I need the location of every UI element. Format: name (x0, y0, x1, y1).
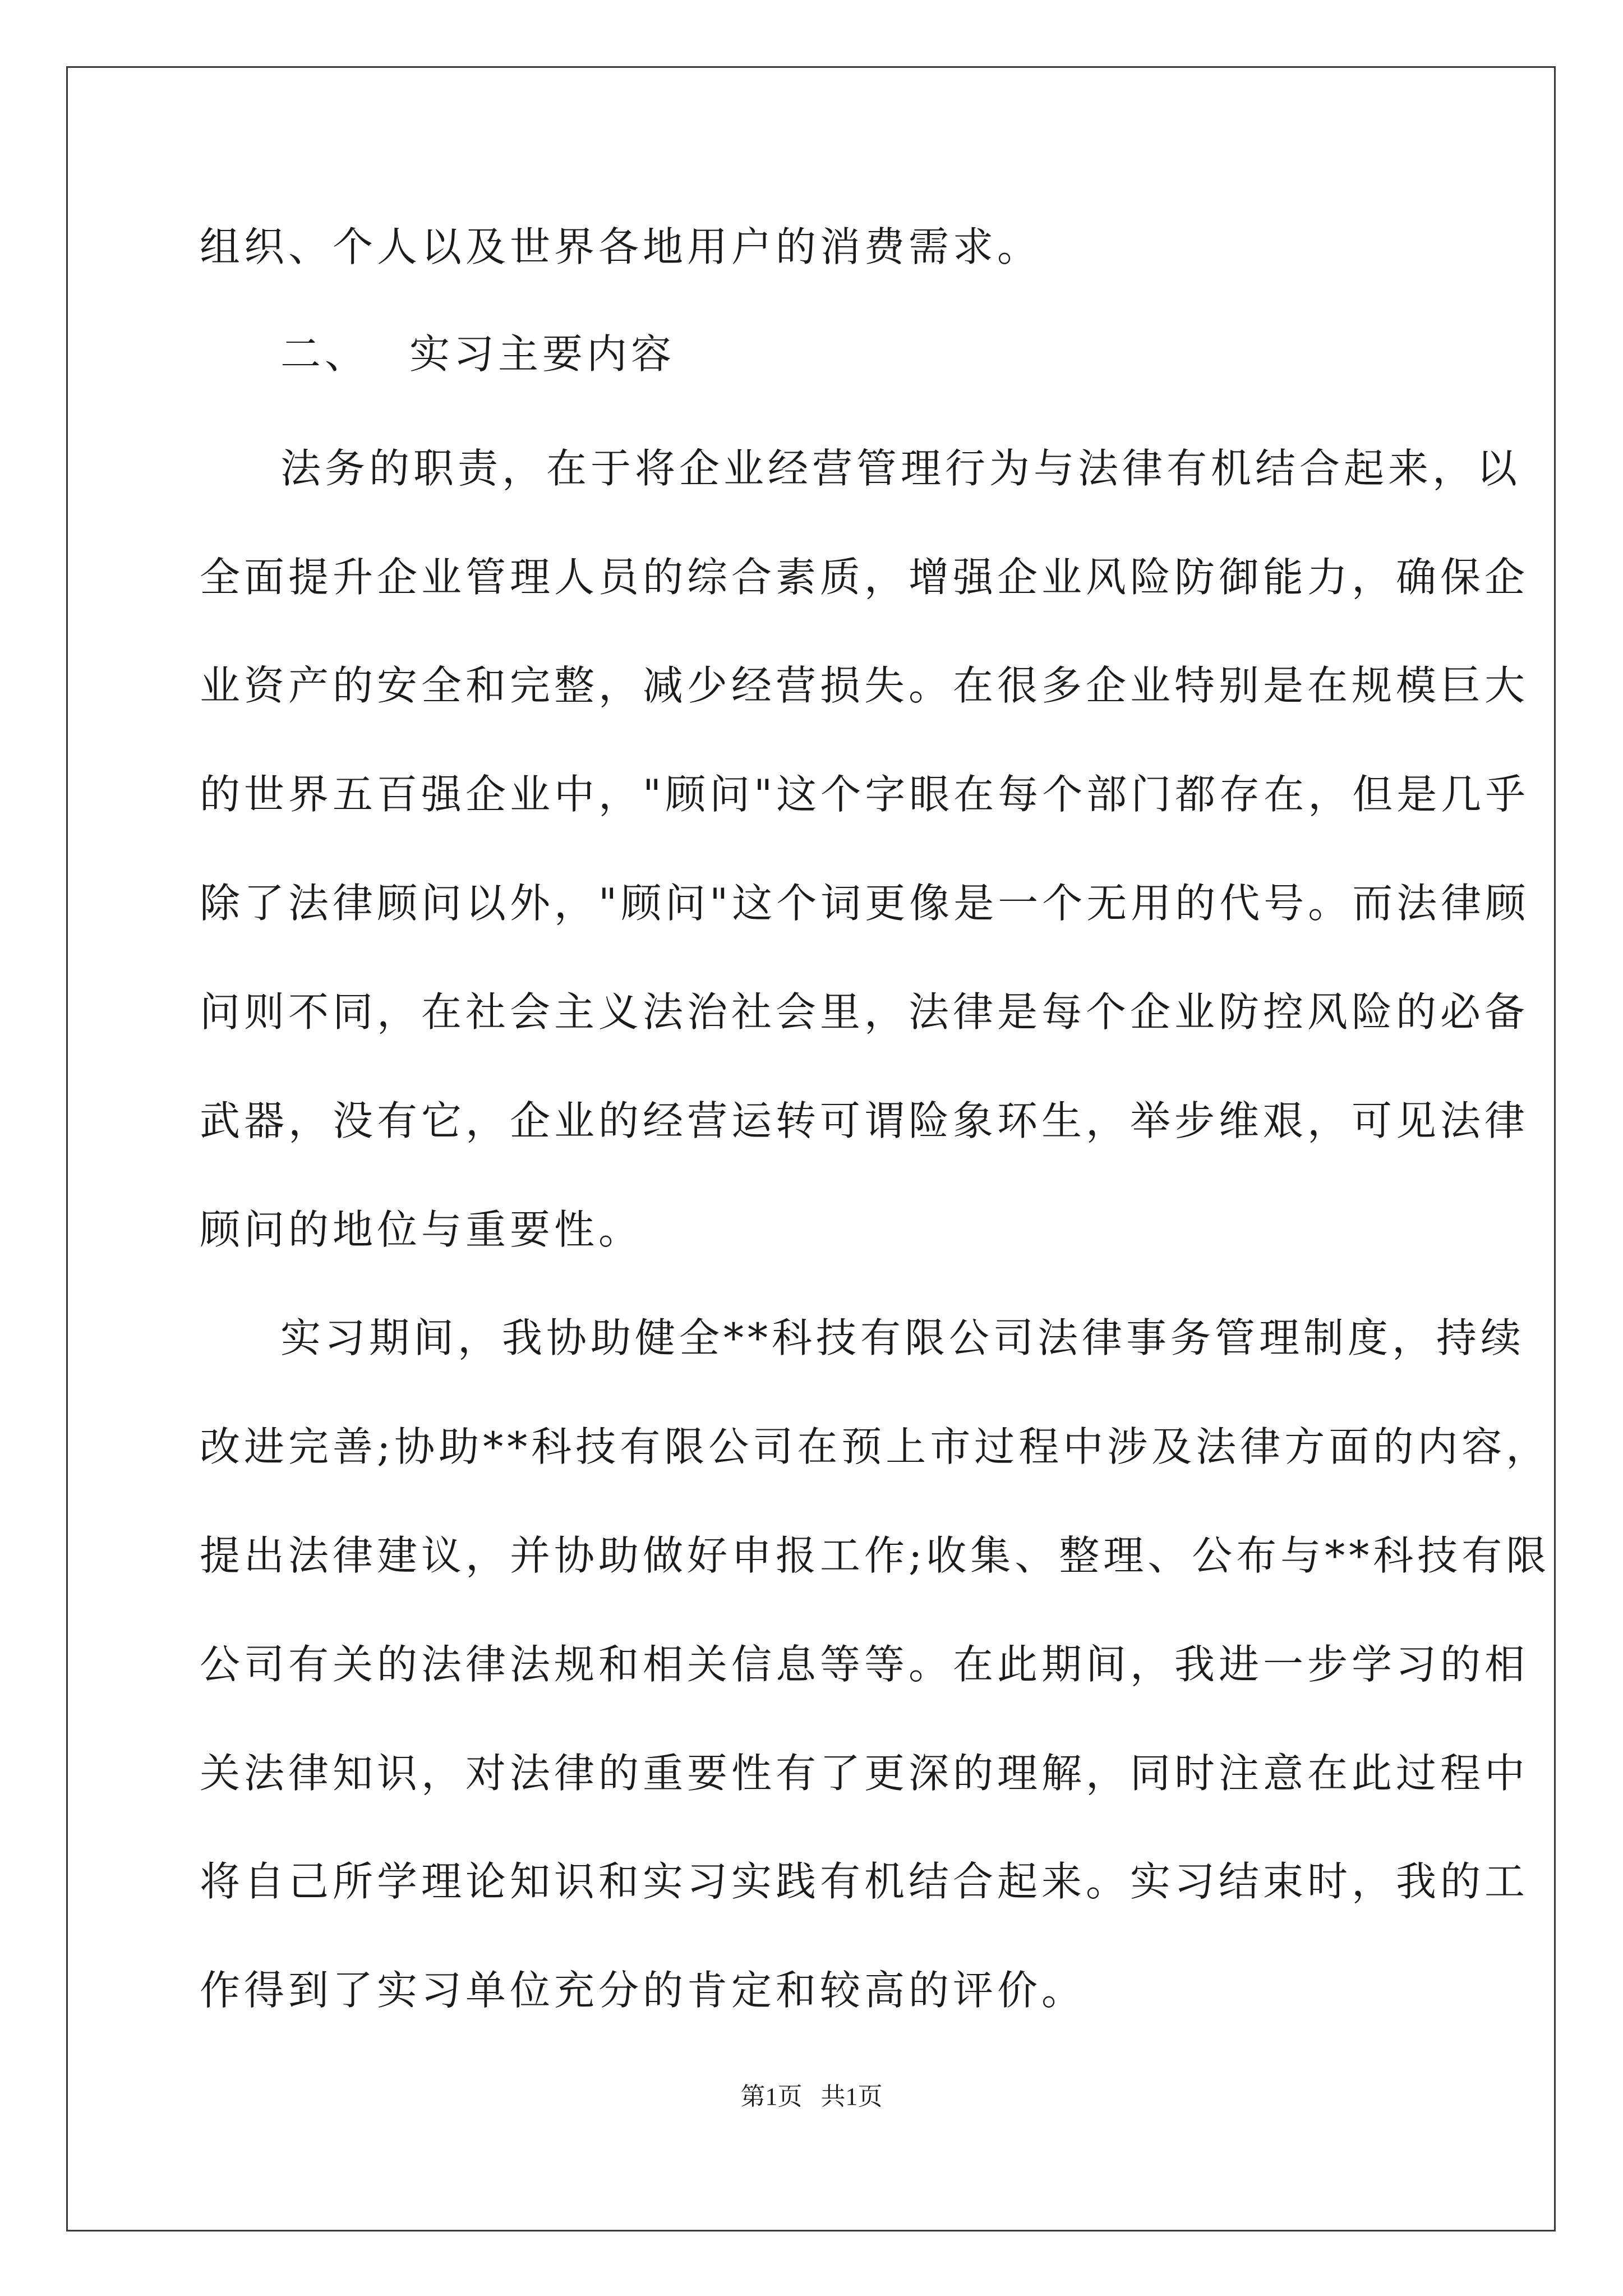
paragraph-line: 提出法律建议，并协助做好申报工作;收集、整理、公布与**科技有限 (200, 1532, 1551, 1579)
paragraph-line: 将自己所学理论知识和实习实践有机结合起来。实习结束时，我的工 (200, 1858, 1529, 1905)
paragraph-line: 的世界五百强企业中，"顾问"这个字眼在每个部门都存在，但是几乎 (200, 771, 1530, 818)
section-heading-title: 实习主要内容 (409, 330, 676, 378)
paragraph-line: 组织、个人以及世界各地用户的消费需求。 (200, 223, 1042, 270)
paragraph-line: 全面提升企业管理人员的综合素质，增强企业风险防御能力，确保企 (200, 554, 1529, 601)
paragraph-line: 改进完善;协助**科技有限公司在预上市过程中涉及法律方面的内容， (200, 1423, 1551, 1470)
paragraph-line: 法务的职责，在于将企业经营管理行为与法律有机结合起来，以 (280, 445, 1521, 492)
section-heading (280, 330, 676, 378)
paragraph-line: 问则不同，在社会主义法治社会里，法律是每个企业防控风险的必备 (200, 988, 1529, 1036)
paragraph-line: 业资产的安全和完整，减少经营损失。在很多企业特别是在规模巨大 (200, 662, 1529, 709)
page-border (66, 66, 1556, 2231)
section-heading-number: 二、 (280, 330, 370, 378)
paragraph-line: 除了法律顾问以外，"顾问"这个词更像是一个无用的代号。而法律顾 (200, 880, 1530, 927)
paragraph-line: 公司有关的法律法规和相关信息等等。在此期间，我进一步学习的相 (200, 1641, 1529, 1688)
page-footer (0, 2085, 1623, 2109)
paragraph-line: 关法律知识，对法律的重要性有了更深的理解，同时注意在此过程中 (200, 1750, 1529, 1797)
page-total: 共1页 (820, 2083, 883, 2110)
paragraph-line: 作得到了实习单位充分的肯定和较高的评价。 (200, 1967, 1086, 2014)
paragraph-line: 顾问的地位与重要性。 (200, 1206, 643, 1253)
paragraph-line: 实习期间，我协助健全**科技有限公司法律事务管理制度，持续 (280, 1314, 1525, 1361)
paragraph-line: 武器，没有它，企业的经营运转可谓险象环生，举步维艰，可见法律 (200, 1097, 1529, 1144)
page-number: 第1页 (740, 2083, 803, 2110)
